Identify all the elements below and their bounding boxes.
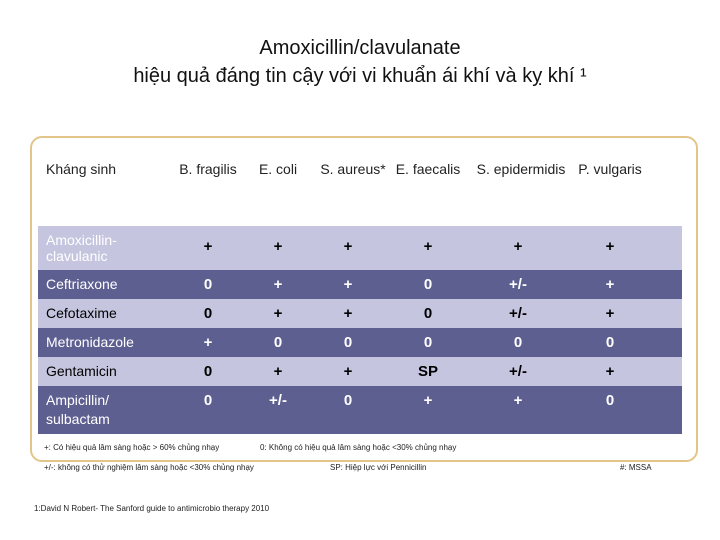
cell-value: 0 bbox=[423, 305, 433, 322]
header-col-2: E. coli bbox=[258, 161, 298, 177]
cell-value: + bbox=[273, 305, 283, 322]
table-row bbox=[38, 386, 682, 434]
row-name: Ceftriaxone bbox=[46, 276, 118, 292]
cell-value: 0 bbox=[605, 392, 615, 409]
cell-value: + bbox=[343, 363, 353, 380]
table-row bbox=[38, 357, 682, 386]
cell-value: 0 bbox=[273, 334, 283, 351]
cell-value: 0 bbox=[513, 334, 523, 351]
cell-value: +/- bbox=[509, 305, 527, 322]
cell-value: 0 bbox=[203, 305, 213, 322]
row-name: Amoxicillin-clavulanic bbox=[46, 232, 117, 264]
cell-value: 0 bbox=[203, 276, 213, 293]
cell-value: + bbox=[513, 238, 523, 255]
legend-mssa: #: MSSA bbox=[620, 463, 652, 472]
cell-value: + bbox=[273, 276, 283, 293]
cell-value: + bbox=[605, 238, 615, 255]
table-row bbox=[38, 270, 682, 299]
table-row bbox=[38, 328, 682, 357]
cell-value: 0 bbox=[203, 363, 213, 380]
header-col-3: S. aureus* bbox=[320, 161, 386, 177]
cell-value: + bbox=[423, 238, 433, 255]
header-col-4: E. faecalis bbox=[395, 161, 461, 177]
cell-value: + bbox=[513, 392, 523, 409]
legend-plus: +: Có hiệu quả lâm sàng hoặc > 60% chủng nhạy bbox=[44, 443, 220, 452]
cell-value: + bbox=[605, 305, 615, 322]
slide-title-line2: hiệu quả đáng tin cậy với vi khuẩn ái khí và kỵ khí ¹ bbox=[133, 65, 587, 87]
cell-value: 0 bbox=[343, 392, 353, 409]
slide-title-line1: Amoxicillin/clavulanate bbox=[259, 37, 461, 59]
header-antibiotic: Kháng sinh bbox=[46, 161, 117, 177]
cell-value: + bbox=[343, 305, 353, 322]
table-row bbox=[38, 299, 682, 328]
cell-value: + bbox=[605, 363, 615, 380]
header-col-5: S. epidermidis bbox=[476, 161, 566, 177]
cell-value: 0 bbox=[605, 334, 615, 351]
header-col-1: B. fragilis bbox=[179, 161, 237, 177]
cell-value: 0 bbox=[423, 334, 433, 351]
cell-value: + bbox=[203, 238, 213, 255]
cell-value: + bbox=[273, 363, 283, 380]
legend-sp: SP: Hiệp lực với Pennicillin bbox=[330, 463, 427, 472]
row-name: Metronidazole bbox=[46, 334, 134, 350]
legend-zero: 0: Không có hiệu quả lâm sàng hoặc <30% chủng nhạy bbox=[260, 443, 457, 452]
cell-value: + bbox=[343, 276, 353, 293]
cell-value: +/- bbox=[509, 276, 527, 293]
cell-value: + bbox=[343, 238, 353, 255]
cell-value: 0 bbox=[203, 392, 213, 409]
row-name: Ampicillin/ sulbactam bbox=[46, 392, 110, 427]
row-name: Gentamicin bbox=[46, 363, 117, 379]
table-row bbox=[38, 226, 682, 270]
cell-value: +/- bbox=[509, 363, 527, 380]
cell-value: SP bbox=[417, 363, 438, 380]
header-col-6: P. vulgaris bbox=[578, 161, 642, 177]
cell-value: + bbox=[203, 334, 213, 351]
cell-value: +/- bbox=[269, 392, 287, 409]
table-header-row bbox=[38, 144, 682, 226]
cell-value: 0 bbox=[343, 334, 353, 351]
cell-value: + bbox=[423, 392, 433, 409]
row-name: Cefotaxime bbox=[46, 305, 117, 321]
cell-value: + bbox=[273, 238, 283, 255]
reference-footnote: 1:David N Robert- The Sanford guide to antimicrobio therapy 2010 bbox=[34, 504, 270, 513]
cell-value: + bbox=[605, 276, 615, 293]
legend-plus-minus: +/-: không có thử nghiệm lâm sàng hoặc <30% chủng nhạy bbox=[44, 463, 254, 472]
cell-value: 0 bbox=[423, 276, 433, 293]
